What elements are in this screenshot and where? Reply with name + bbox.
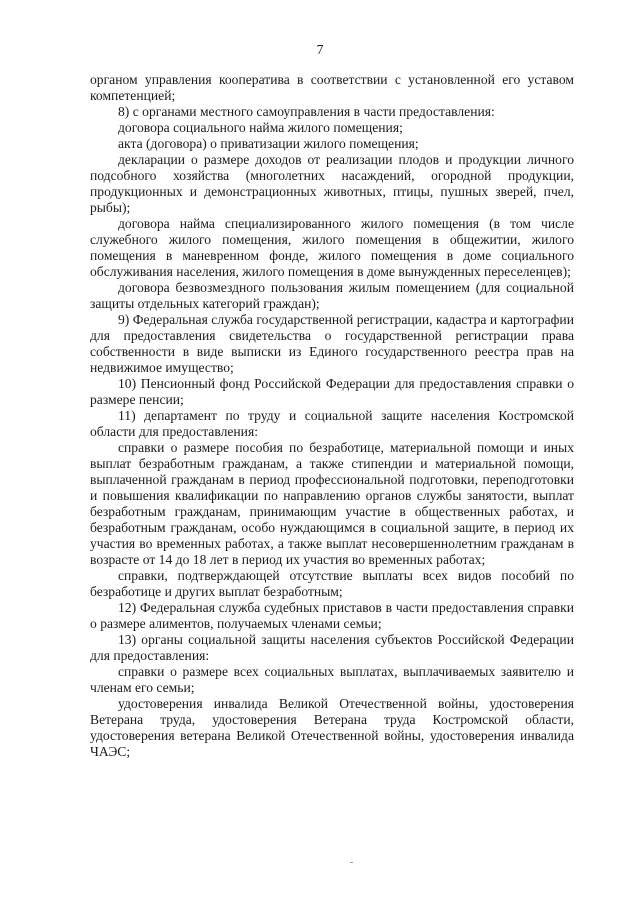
paragraph-item-11-labor-department: 11) департамент по труду и социальной защите населения Костромской области для предоставления: [90,408,574,439]
paragraph-item-12-bailiff-service: 12) Федеральная служба судебных приставов в части предоставления справки о размере алиментов, получаемых членами семьи; [90,600,574,631]
paragraph-social-payments-certificate: справки о размере всех социальных выплатах, выплачиваемых заявителю и членам его семьи; [90,664,574,695]
page-number: 7 [316,42,324,57]
paragraph-social-lease-contract: договора социального найма жилого помещения; [118,120,403,135]
paragraph-item-13-social-protection: 13) органы социальной защиты населения субъектов Российской Федерации для предоставления: [90,632,574,663]
paragraph-item-9-registration-service: 9) Федеральная служба государственной регистрации, кадастра и картографии для предоставления свидетельства о государственной регистрации права собственности в виде выписки из Единого государственного реестра прав на недвижимое имущество; [90,312,574,375]
paragraph-item-8-local-government: 8) с органами местного самоуправления в части предоставления: [118,104,495,119]
paragraph-income-declaration: декларации о размере доходов от реализации плодов и продукции личного подсобного хозяйства (многолетних насаждений, огородной продукции, продукционных и демонстрационных животных, птицы, пушных зверей, пчел, рыбы); [90,152,574,215]
paragraph-cooperative-competence: органом управления кооператива в соответствии с установленной его уставом компетенцией; [90,72,574,103]
paragraph-no-benefit-certificate: справки, подтверждающей отсутствие выплаты всех видов пособий по безработице и других выплат безработным; [90,568,574,599]
paragraph-item-10-pension-fund: 10) Пенсионный фонд Российской Федерации для предоставления справки о размере пенсии; [90,376,574,407]
document-body [90,72,574,760]
scan-artifact-mark [350,862,353,863]
paragraph-free-use-contract: договора безвозмездного пользования жилым помещением (для социальной защиты отдельных категорий граждан); [90,280,574,311]
paragraph-specialized-housing-contract: договора найма специализированного жилого помещения (в том числе служебного жилого помещения, жилого помещения в общежитии, жилого помещения в маневренном фонде, жилого помещения в доме социального обслуживания населения, жилого помещения в доме вынужденных переселенцев); [90,216,574,279]
paragraph-privatization-act: акта (договора) о приватизации жилого помещения; [118,136,419,151]
paragraph-unemployment-benefit-certificate: справки о размере пособия по безработице, материальной помощи и иных выплат безработным гражданам, а также стипендии и материальной помощи, выплаченной гражданам в период профессиональной подготовки, переподготовки и повышения квалификации по направлению органов службы занятости, выплат безработным гражданам, принимающим участие в общественных работах, и безработным гражданам, особо нуждающимся в социальной защите, в период их участия во временных работах, а также выплат несовершеннолетним гражданам в возрасте от 14 до 18 лет в период их участия во временных работах; [90,440,574,567]
paragraph-veteran-certificates: удостоверения инвалида Великой Отечественной войны, удостоверения Ветерана труда, удостоверения Ветерана труда Костромской области, удостоверения ветерана Великой Отечественной войны, удостоверения инвалида ЧАЭС; [90,696,574,759]
